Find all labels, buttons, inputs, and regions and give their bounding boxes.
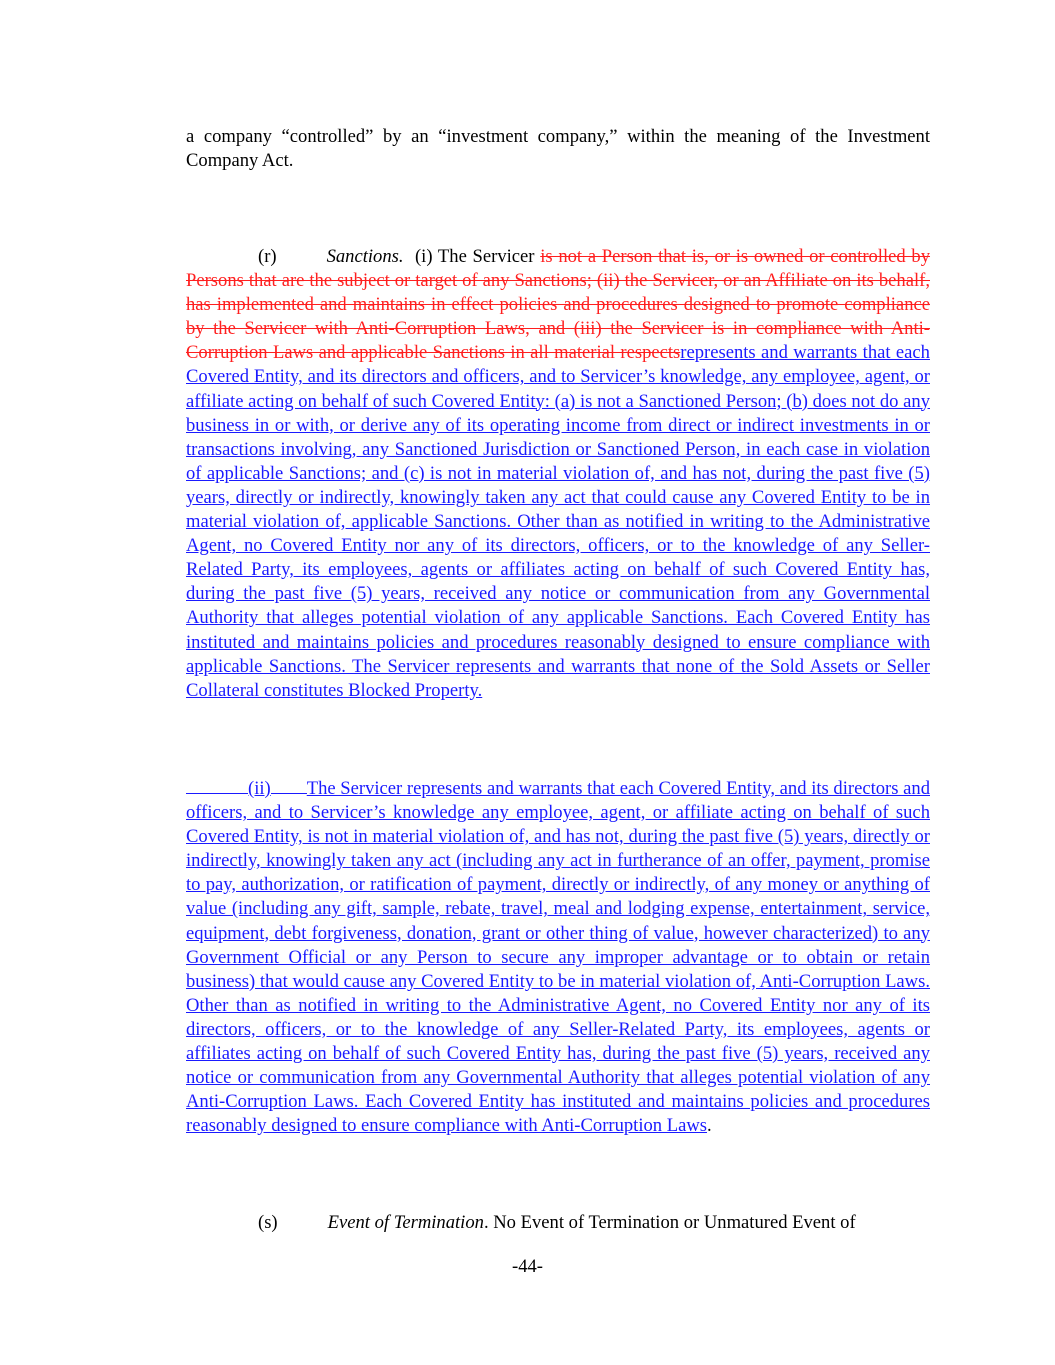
section-text: No Event of Termination or Unmatured Event of xyxy=(488,1212,856,1233)
inserted-text: The Servicer represents and warrants that each Covered Entity, and its directors and officers, and to Servicer’s knowledge any employee, agent, or affiliate acting on behalf of such Covered Entity, is not in material violation of, and has not, during the past five (5) years, directly or indirectly, knowingly taken any act (including any act in furtherance of an offer, payment, promise to pay, authorization, or ratification of payment, directly or indirectly, of any money or anything of value (including any gift, sample, rebate, travel, meal and lodging expense, entertainment, service, equipment, debt forgiveness, donation, grant or other thing of value, however characterized) to any Government Official or any Person to secure any improper advantage or to obtain or retain business) that would cause any Covered Entity to be in material violation of, Anti-Corruption Laws. Other than as notified in writing to the Administrative Agent, no Covered Entity nor any of its directors, officers, or to the knowledge of any Seller-Related Party, its employees, agents or affiliates acting on behalf of such Covered Entity has, during the past five (5) years, received any notice or communication from any Governmental Authority that alleges potential violation of any Anti-Corruption Laws. Each Covered Entity has instituted and maintains policies and procedures reasonably designed to ensure compliance with Anti-Corruption Laws xyxy=(186,778,930,1137)
section-r-ii xyxy=(186,777,930,1138)
section-s-event-of-termination xyxy=(186,1211,930,1235)
section-heading: Sanctions. xyxy=(326,246,404,267)
heading-punctuation: . xyxy=(483,1212,489,1233)
page-number: -44- xyxy=(512,1256,543,1277)
section-number: (r) xyxy=(258,246,277,267)
section-number: (s) xyxy=(258,1212,278,1233)
paragraph-continuation xyxy=(186,125,930,173)
section-heading: Event of Termination xyxy=(327,1212,484,1233)
trailing-punctuation: . xyxy=(707,1115,712,1137)
subsection-number: (ii) xyxy=(248,778,271,799)
inserted-text: represents and warrants that each Covered Entity, and its directors and officers, and to Servicer’s knowledge, any employee, agent, or affiliate acting on behalf of such Covered Entity: (a) is not a Sanctioned Person; (b) does not do any business in or with, or derive any of its operating income from direct or indirect investments in or transactions involving, any Sanctioned Jurisdiction or Sanctioned Person, in each case in violation of applicable Sanctions; and (c) is not in material violation of, and has not, during the past five (5) years, directly or indirectly, knowingly taken any act that could cause any Covered Entity to be in material violation of, applicable Sanctions. Other than as notified in writing to the Administrative Agent, no Covered Entity nor any of its directors, officers, or to the knowledge of any Seller-Related Party, its employees, agents or affiliates acting on behalf of such Covered Entity has, during the past five (5) years, received any notice or communication from any Governmental Authority that alleges potential violation of any applicable Sanctions. Each Covered Entity has instituted and maintains policies and procedures reasonably designed to ensure compliance with applicable Sanctions. The Servicer represents and warrants that none of the Sold Assets or Seller Collateral constitutes Blocked Property. xyxy=(186,342,930,701)
deleted-text: is not a Person that is, or is owned or controlled by Persons that are the subject or target of any Sanctions; (ii) the Servicer, or an Affiliate on its behalf, has implemented and maintains in effect policies and procedures designed to promote compliance by the Servicer with Anti-Corruption Laws, and (iii) the Servicer is in compliance with Anti-Corruption Laws and applicable Sanctions in all material respects xyxy=(186,246,931,364)
section-r-sanctions xyxy=(186,245,930,703)
section-lead-text: (i) The Servicer xyxy=(414,246,541,267)
paragraph-text: a company “controlled” by an “investment company,” within the meaning of the Investment Company Act. xyxy=(186,126,930,172)
